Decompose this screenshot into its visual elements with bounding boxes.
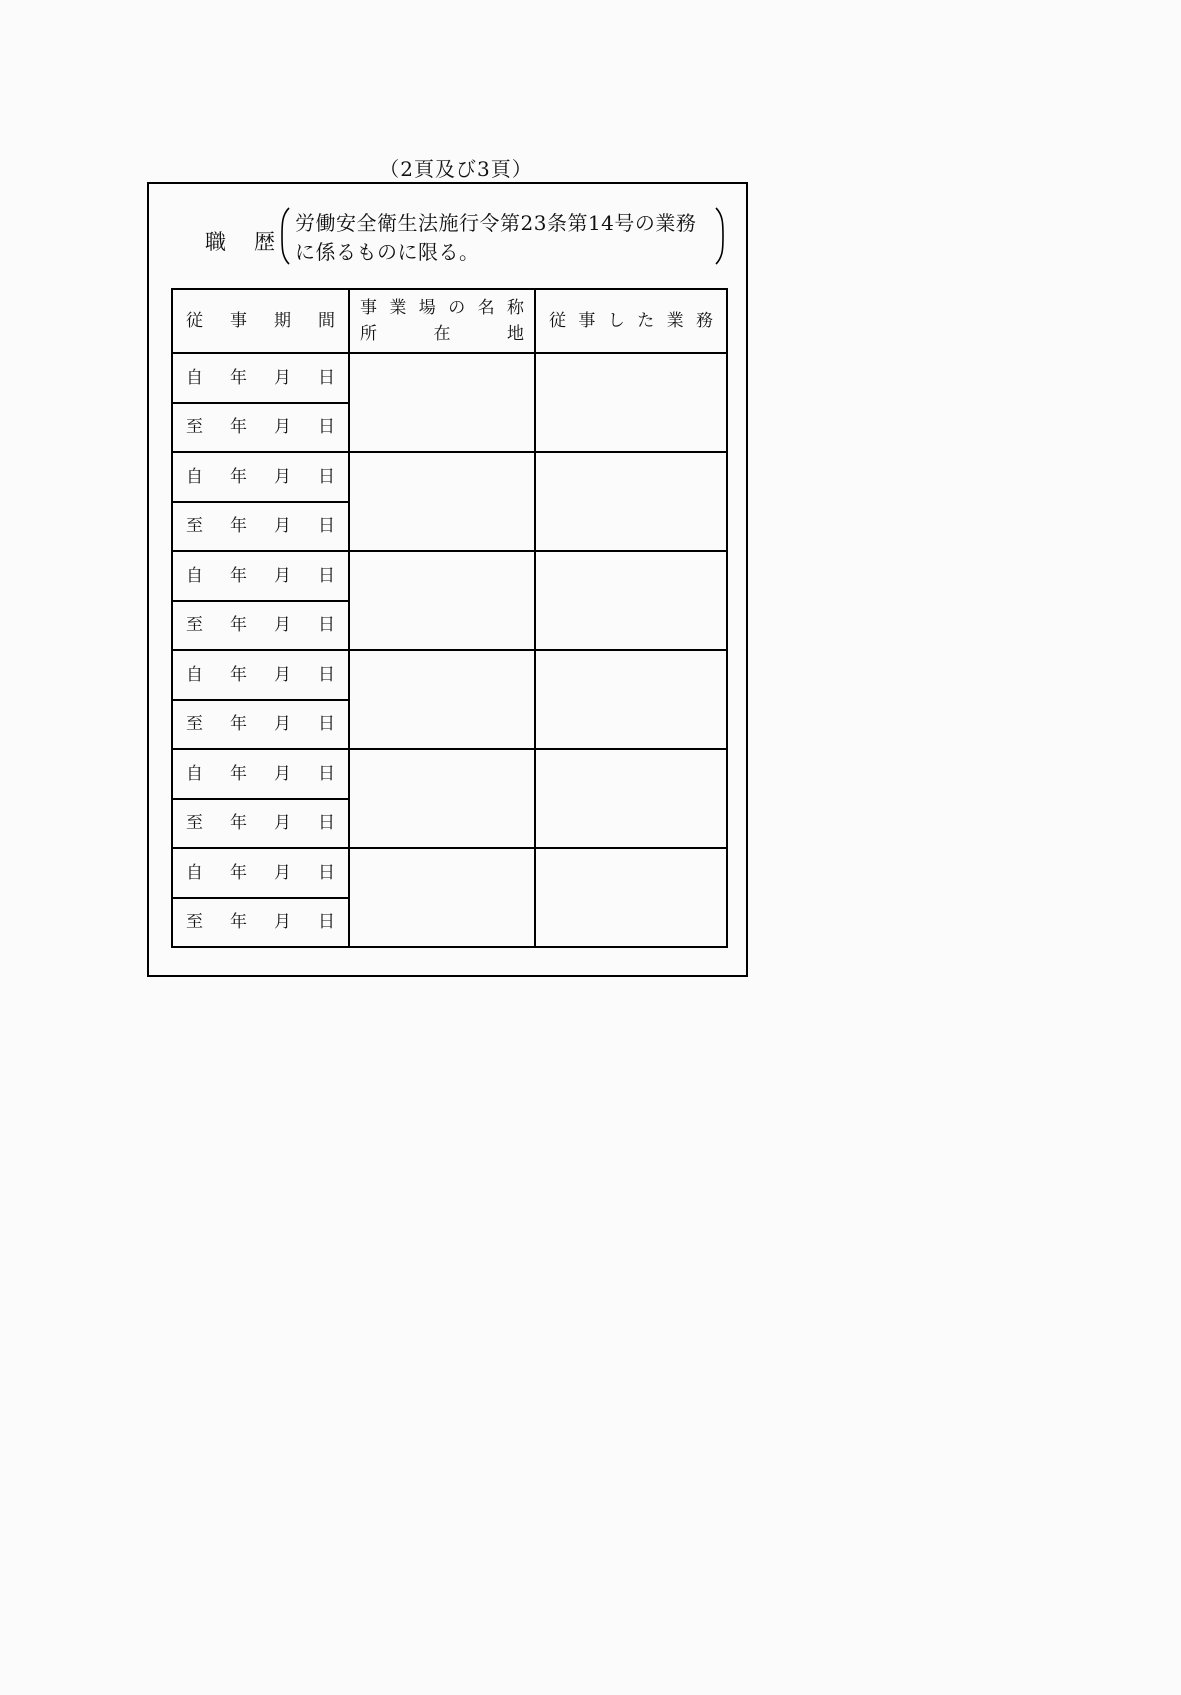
business-cell bbox=[535, 848, 727, 947]
workplace-cell bbox=[349, 452, 535, 551]
col-header-workplace bbox=[349, 289, 535, 353]
business-cell bbox=[535, 749, 727, 848]
section-note bbox=[295, 209, 719, 267]
period-to-label: 至 年 月 日 bbox=[186, 912, 335, 933]
business-cell bbox=[535, 353, 727, 452]
workplace-cell bbox=[349, 848, 535, 947]
period-to-label: 至 年 月 日 bbox=[186, 417, 335, 438]
workplace-cell bbox=[349, 749, 535, 848]
pagination-note: （2頁及び3頁） bbox=[379, 157, 533, 181]
work-history-box bbox=[147, 182, 748, 977]
entry-row-from bbox=[172, 452, 727, 502]
section-note-line2: に係るものに限る。 bbox=[295, 240, 480, 264]
period-to-cell bbox=[172, 799, 349, 849]
col-header-period-label: 従 事 期 間 bbox=[186, 311, 335, 331]
period-from-cell bbox=[172, 749, 349, 799]
entry-row-from bbox=[172, 848, 727, 898]
period-from-cell bbox=[172, 551, 349, 601]
section-label: 職 歴 bbox=[205, 230, 275, 254]
period-to-cell bbox=[172, 898, 349, 948]
period-from-cell bbox=[172, 650, 349, 700]
brace-right-icon bbox=[715, 207, 727, 265]
business-cell bbox=[535, 650, 727, 749]
col-header-period bbox=[172, 289, 349, 353]
col-header-business bbox=[535, 289, 727, 353]
col-header-workplace-line1: 事 業 場 の 名 称 bbox=[360, 298, 524, 318]
brace-left-icon bbox=[278, 207, 290, 265]
period-from-cell bbox=[172, 353, 349, 403]
col-header-business-label: 従 事 し た 業 務 bbox=[549, 311, 713, 331]
period-to-label: 至 年 月 日 bbox=[186, 516, 335, 537]
period-from-label: 自 年 月 日 bbox=[186, 367, 335, 388]
work-history-table bbox=[171, 288, 728, 948]
period-to-cell bbox=[172, 700, 349, 750]
workplace-cell bbox=[349, 650, 535, 749]
period-from-label: 自 年 月 日 bbox=[186, 763, 335, 784]
period-to-label: 至 年 月 日 bbox=[186, 813, 335, 834]
period-to-label: 至 年 月 日 bbox=[186, 615, 335, 636]
period-from-label: 自 年 月 日 bbox=[186, 466, 335, 487]
header-row bbox=[172, 289, 727, 353]
workplace-cell bbox=[349, 353, 535, 452]
section-note-line1: 労働安全衛生法施行令第23条第14号の業務 bbox=[295, 211, 697, 235]
period-to-cell bbox=[172, 502, 349, 552]
period-to-cell bbox=[172, 403, 349, 453]
entry-row-from bbox=[172, 353, 727, 403]
entry-row-from bbox=[172, 551, 727, 601]
period-from-label: 自 年 月 日 bbox=[186, 565, 335, 586]
period-from-cell bbox=[172, 848, 349, 898]
workplace-cell bbox=[349, 551, 535, 650]
period-to-cell bbox=[172, 601, 349, 651]
period-from-cell bbox=[172, 452, 349, 502]
period-from-label: 自 年 月 日 bbox=[186, 664, 335, 685]
period-to-label: 至 年 月 日 bbox=[186, 714, 335, 735]
entry-row-from bbox=[172, 749, 727, 799]
entry-row-from bbox=[172, 650, 727, 700]
business-cell bbox=[535, 452, 727, 551]
col-header-workplace-line2: 所 在 地 bbox=[360, 324, 524, 344]
period-from-label: 自 年 月 日 bbox=[186, 862, 335, 883]
business-cell bbox=[535, 551, 727, 650]
